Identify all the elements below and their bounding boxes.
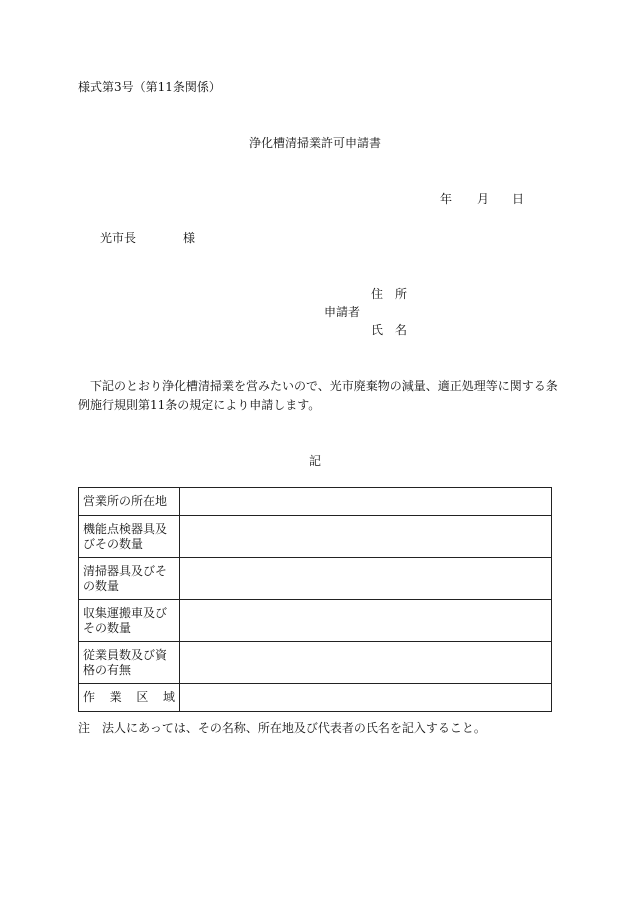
table-row [79, 600, 552, 642]
row-label-inspection-equipment: 機能点検器具及びその数量 [79, 516, 180, 558]
table-row [79, 488, 552, 516]
row-value-employees-qualifications[interactable] [180, 642, 552, 684]
body-text: 下記のとおり浄化槽清掃業を営みたいので、光市廃棄物の減量、適正処理等に関する条例施行規則第11条の規定により申請します。 [78, 379, 558, 412]
table-row [79, 558, 552, 600]
document-title: 浄化槽清掃業許可申請書 [248, 136, 381, 150]
note: 注 法人にあっては、その名称、所在地及び代表者の氏名を記入すること。 [78, 721, 486, 735]
date-month-label: 月 [477, 192, 490, 206]
form-number: 様式第3号（第11条関係） [78, 80, 221, 94]
date-day-label: 日 [512, 192, 525, 206]
row-label-cleaning-equipment: 清掃器具及びその数量 [79, 558, 180, 600]
ki-heading: 記 [308, 454, 321, 468]
applicant-address-label: 住 所 [371, 287, 408, 301]
applicant-name-label: 氏 名 [371, 323, 408, 337]
items-table [78, 487, 552, 712]
row-label-collection-vehicles: 収集運搬車及びその数量 [79, 600, 180, 642]
table-row [79, 642, 552, 684]
addressee-name: 光市長 [100, 231, 137, 245]
row-label-office-location: 営業所の所在地 [79, 488, 180, 516]
applicant-label: 申請者 [324, 305, 361, 319]
row-value-cleaning-equipment[interactable] [180, 558, 552, 600]
row-value-office-location[interactable] [180, 488, 552, 516]
row-value-work-area[interactable] [180, 684, 552, 712]
row-label-work-area: 作業区域 [79, 684, 180, 712]
addressee-honorific: 様 [183, 231, 196, 245]
row-value-collection-vehicles[interactable] [180, 600, 552, 642]
table-row [79, 684, 552, 712]
table-row [79, 516, 552, 558]
date-year-label: 年 [440, 192, 453, 206]
row-value-inspection-equipment[interactable] [180, 516, 552, 558]
row-label-employees-qualifications: 従業員数及び資格の有無 [79, 642, 180, 684]
